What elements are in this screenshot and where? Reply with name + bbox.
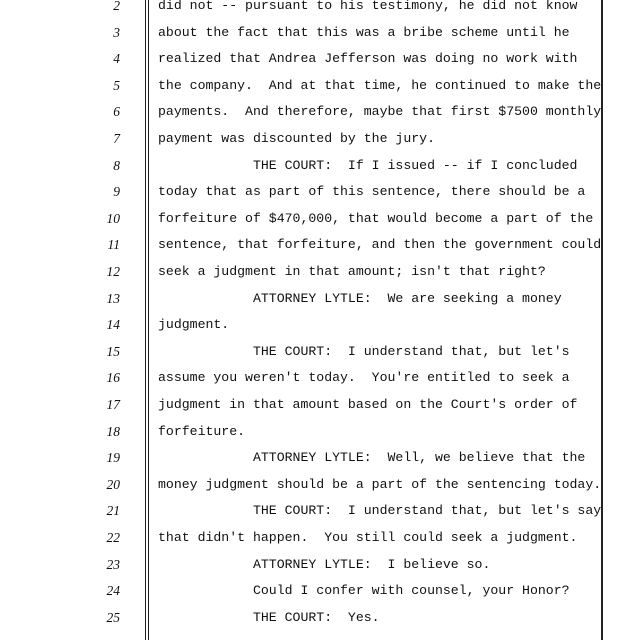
line-text: about the fact that this was a bribe scheme until he	[158, 24, 570, 40]
line-text: THE COURT: I understand that, but let's	[158, 343, 570, 359]
line-text: ATTORNEY LYTLE: I believe so.	[158, 556, 491, 572]
transcript-line	[0, 206, 640, 233]
transcript-line	[0, 153, 640, 180]
line-text: payments. And therefore, maybe that first $7500 monthly	[158, 104, 602, 120]
line-text: judgment in that amount based on the Court's order of	[158, 397, 578, 412]
transcript-line	[0, 339, 640, 366]
line-number: 10	[106, 210, 120, 226]
line-number: 16	[106, 370, 120, 386]
line-text: sentence, that forfeiture, and then the government could	[158, 237, 602, 253]
line-text: payment was discounted by the jury.	[158, 131, 435, 146]
line-number: 20	[106, 476, 120, 492]
line-number: 18	[106, 423, 120, 439]
line-text: forfeiture.	[158, 423, 246, 439]
transcript-line	[0, 552, 640, 579]
line-text: forfeiture of $470,000, that would become a part of the	[158, 210, 594, 226]
transcript-line	[0, 365, 640, 392]
transcript-line	[0, 525, 640, 552]
line-number: 9	[113, 184, 120, 200]
transcript-line	[0, 286, 640, 313]
line-number: 4	[113, 51, 120, 67]
transcript-line	[0, 605, 640, 632]
transcript-line	[0, 578, 640, 605]
transcript-line	[0, 99, 640, 126]
line-number: 23	[106, 556, 120, 572]
transcript-line	[0, 392, 640, 419]
line-text: seek a judgment in that amount; isn't that right?	[158, 264, 546, 279]
line-text: realized that Andrea Jefferson was doing no work with	[158, 51, 578, 67]
transcript-line	[0, 259, 640, 286]
line-text: the company. And at that time, he continued to make the	[158, 77, 602, 93]
line-number: 12	[106, 264, 120, 279]
line-text: that didn't happen. You still could seek a judgment.	[158, 530, 578, 545]
line-number: 7	[113, 131, 120, 146]
line-text: did not -- pursuant to his testimony, he did not know	[158, 0, 578, 13]
transcript-line	[0, 472, 640, 499]
line-text: ATTORNEY LYTLE: We are seeking a money	[158, 290, 562, 306]
line-number: 11	[107, 237, 120, 253]
line-text: money judgment should be a part of the sentencing today.	[158, 476, 602, 492]
transcript-line	[0, 46, 640, 73]
line-number: 6	[113, 104, 120, 120]
line-text: THE COURT: I understand that, but let's say	[158, 503, 602, 519]
line-number: 8	[113, 157, 120, 173]
transcript-line	[0, 179, 640, 206]
line-text: THE COURT: If I issued -- if I concluded	[158, 157, 578, 173]
line-number: 19	[106, 450, 120, 466]
line-number: 17	[106, 397, 120, 412]
line-text: Could I confer with counsel, your Honor?	[158, 583, 570, 599]
line-number: 22	[106, 530, 120, 545]
transcript-line	[0, 312, 640, 339]
line-text: judgment.	[158, 317, 230, 333]
line-number: 3	[113, 24, 120, 40]
line-number: 13	[106, 290, 120, 306]
line-text: assume you weren't today. You're entitled to seek a	[158, 370, 570, 386]
line-text: today that as part of this sentence, there should be a	[158, 184, 586, 200]
line-number: 25	[106, 609, 120, 625]
transcript-line	[0, 445, 640, 472]
transcript-line	[0, 0, 640, 20]
line-number: 5	[113, 77, 120, 93]
line-text: ATTORNEY LYTLE: Well, we believe that the	[158, 450, 586, 466]
line-text: THE COURT: Yes.	[158, 609, 380, 625]
transcript-line	[0, 498, 640, 525]
transcript-line	[0, 73, 640, 100]
transcript-line	[0, 20, 640, 47]
line-number: 15	[106, 343, 120, 359]
transcript-line	[0, 419, 640, 446]
line-number: 2	[113, 0, 120, 13]
line-number: 24	[106, 583, 120, 599]
line-number: 21	[106, 503, 120, 519]
line-number: 14	[106, 317, 120, 333]
transcript-line	[0, 126, 640, 153]
transcript-line	[0, 232, 640, 259]
